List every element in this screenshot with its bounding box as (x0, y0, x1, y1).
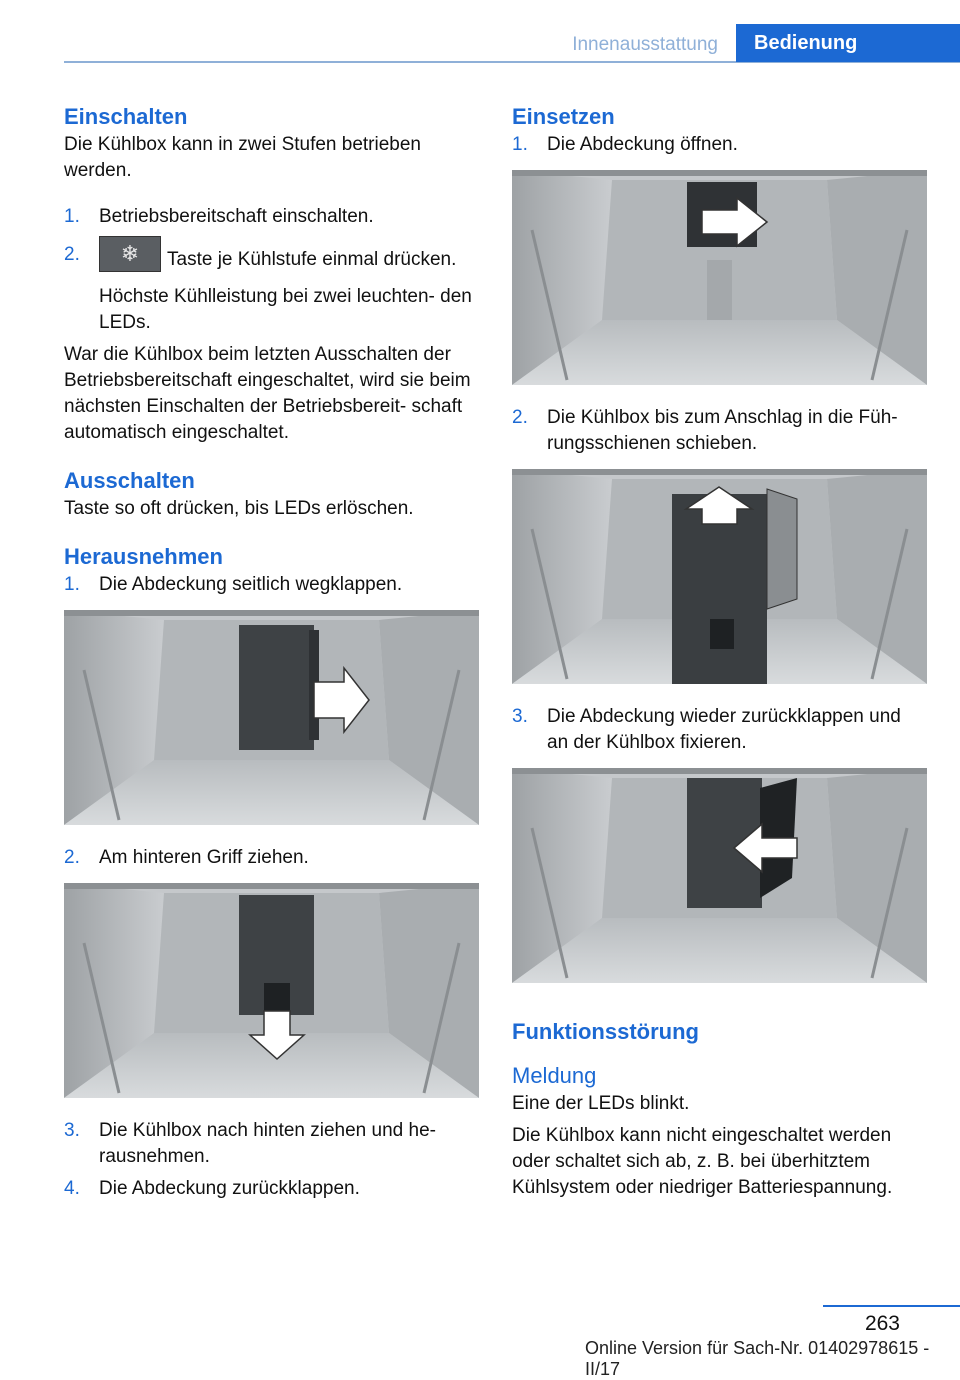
einsetzen-step-2 (512, 405, 927, 457)
einschalten-paragraph: War die Kühlbox beim letzten Ausschalten der Betriebsbereitschaft eingeschaltet, wird sie beim nächsten Einschalten der Betriebsbereit‐ schaft automatisch eingeschaltet. (64, 344, 471, 443)
page-number: 263 (864, 1312, 900, 1335)
step-text: Die Abdeckung wieder zurückklappen und an der Kühlbox fixieren. (547, 706, 901, 753)
ausschalten-heading: Ausschalten (64, 468, 195, 493)
footer-online-version: Online Version für Sach-Nr. 01402978615 - II/17 (585, 1338, 930, 1379)
right-column (512, 102, 927, 1207)
meldung-text-2: Die Kühlbox kann nicht eingeschaltet werden oder schaltet sich ab, z. B. bei überhitztem Kühlsystem oder niedriger Batteriespannung. (512, 1125, 893, 1198)
photo-close-cover (512, 768, 927, 983)
meldung-heading: Meldung (512, 1063, 597, 1088)
step-text: Die Abdeckung seitlich wegklappen. (99, 574, 403, 595)
einschalten-heading: Einschalten (64, 104, 188, 129)
step-text: Die Abdeckung zurückklappen. (99, 1178, 360, 1199)
photo-pull-handle (64, 883, 479, 1098)
step-number: 3. (512, 706, 528, 727)
herausnehmen-heading: Herausnehmen (64, 544, 223, 569)
einschalten-step-2 (64, 242, 479, 278)
snowflake-icon: ❄ (99, 236, 161, 272)
left-column (64, 102, 479, 1208)
photo-slide-in (512, 469, 927, 684)
step-number: 2. (64, 847, 80, 868)
step-text: Am hinteren Griff ziehen. (99, 847, 309, 868)
step-number: 1. (512, 134, 528, 155)
einschalten-note: Höchste Kühlleistung bei zwei leuchten‐ den LEDs. (99, 286, 472, 333)
ausschalten-text: Taste so oft drücken, bis LEDs erlöschen. (64, 498, 414, 519)
meldung-text-1: Eine der LEDs blinkt. (512, 1093, 690, 1114)
step-number: 2. (512, 407, 528, 428)
photo-open-cover (512, 170, 927, 385)
funktionsstoerung-heading: Funktionsstörung (512, 1019, 699, 1044)
tab-innenausstattung[interactable]: Innenausstattung (572, 34, 718, 55)
herausnehmen-step-1 (64, 572, 479, 598)
einsetzen-step-1 (512, 132, 927, 158)
einschalten-step-1 (64, 204, 479, 230)
einschalten-intro: Die Kühlbox kann in zwei Stufen betrieben werden. (64, 134, 422, 181)
einsetzen-step-3 (512, 704, 927, 756)
step-number: 1. (64, 574, 80, 595)
step-number: 2. (64, 244, 80, 265)
step-text: Betriebsbereitschaft einschalten. (99, 206, 374, 227)
photo-cover-fold-aside (64, 610, 479, 825)
einsetzen-heading: Einsetzen (512, 104, 615, 129)
step-text: Die Kühlbox bis zum Anschlag in die Füh‐ rungsschienen schieben. (547, 407, 898, 454)
step-text: Taste je Kühlstufe einmal drücken. (167, 249, 457, 271)
step-text: Die Kühlbox nach hinten ziehen und he‐ rausnehmen. (99, 1120, 436, 1167)
herausnehmen-step-2 (64, 845, 479, 871)
step-number: 4. (64, 1178, 80, 1199)
herausnehmen-step-3 (64, 1118, 479, 1170)
tab-bedienung[interactable]: Bedienung (736, 24, 960, 62)
footer-rule (823, 1305, 960, 1307)
step-number: 1. (64, 206, 80, 227)
herausnehmen-step-4 (64, 1176, 479, 1202)
step-number: 3. (64, 1120, 80, 1141)
step-text: Die Abdeckung öffnen. (547, 134, 738, 155)
